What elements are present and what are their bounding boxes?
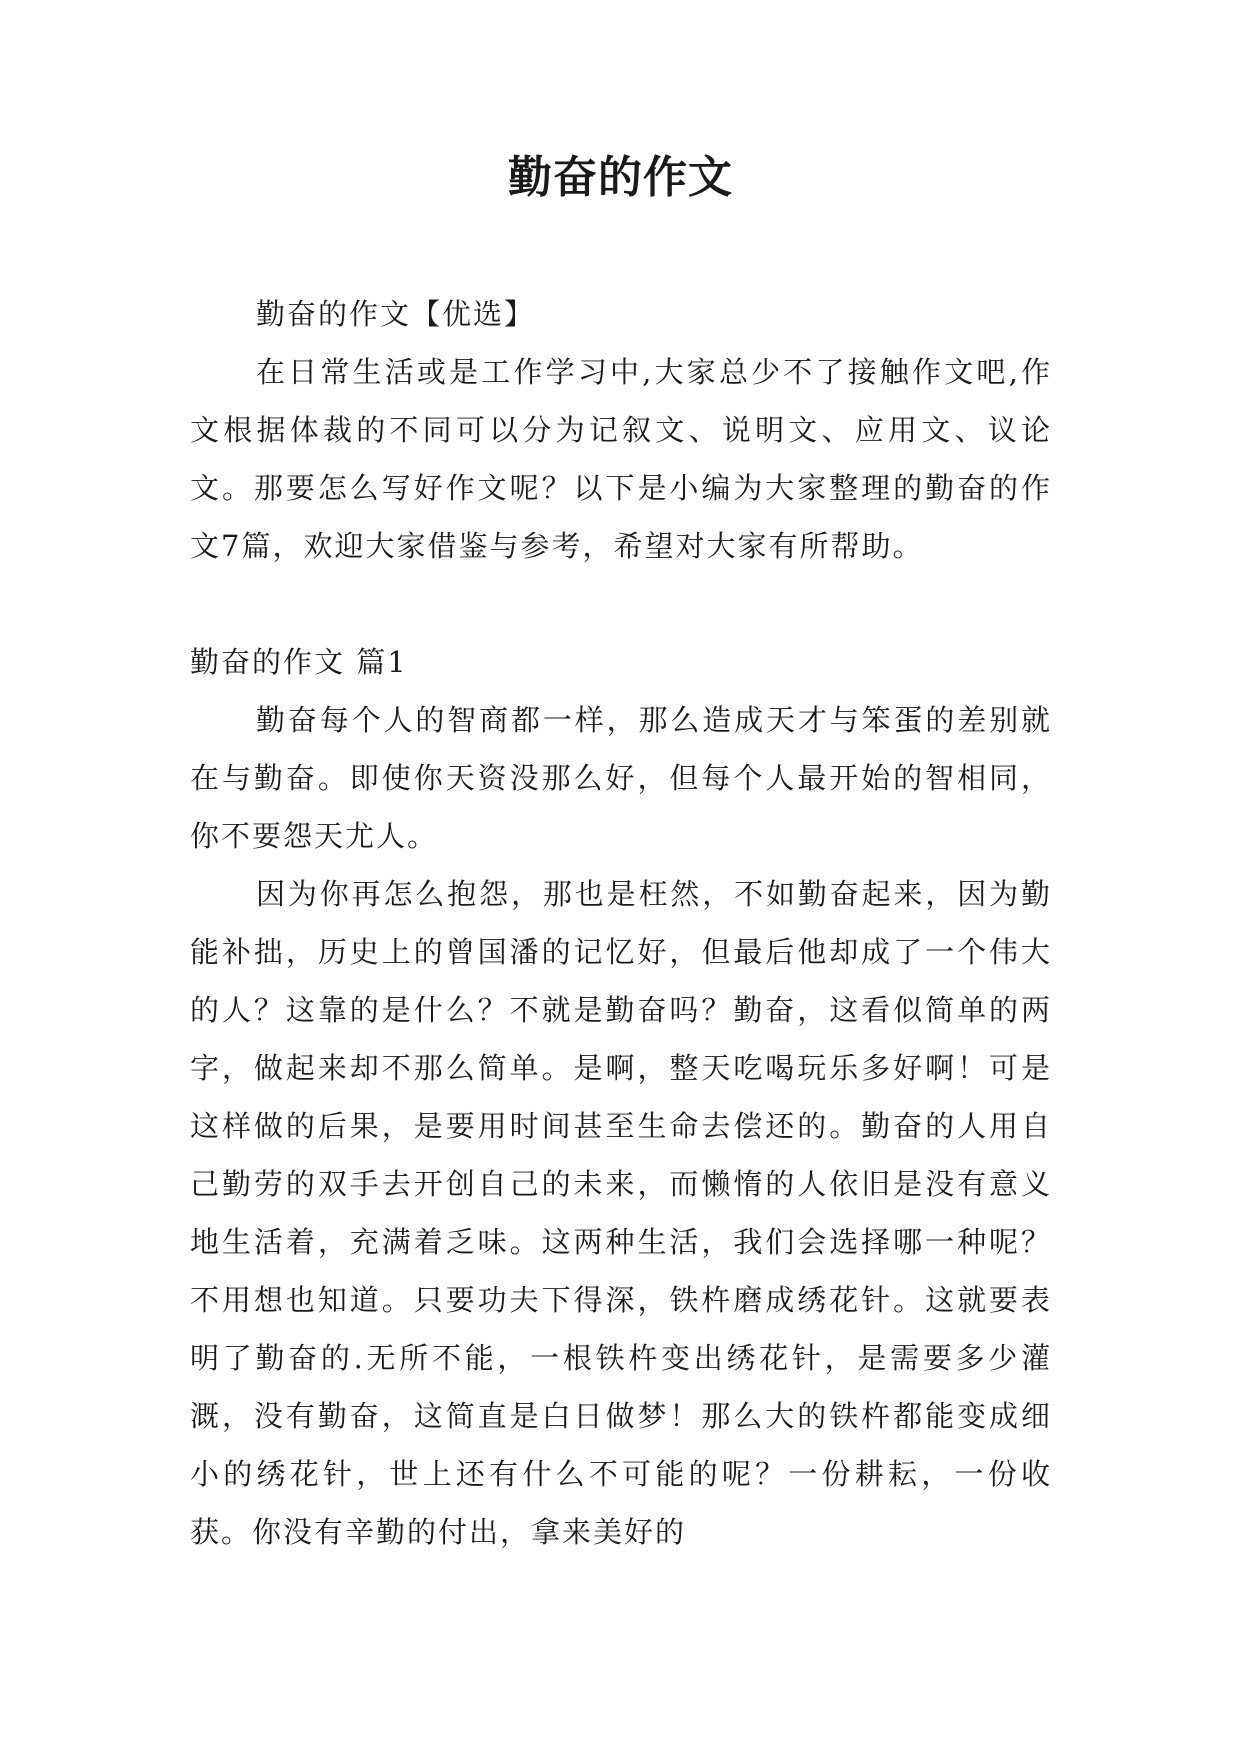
document-body [190, 285, 1052, 1561]
section-heading: 勤奋的作文 篇1 [190, 645, 408, 679]
document-title: 勤奋的作文 [508, 152, 733, 203]
document-subtitle: 勤奋的作文【优选】 [256, 297, 536, 331]
section-paragraph: 勤奋每个人的智商都一样，那么造成天才与笨蛋的差别就在与勤奋。即使你天资没那么好，但每个人最开始的智相同，你不要怨天尤人。 [190, 703, 1052, 853]
intro-paragraph: 在日常生活或是工作学习中,大家总少不了接触作文吧,作文根据体裁的不同可以分为记叙文、说明文、应用文、议论文。那要怎么写好作文呢？以下是小编为大家整理的勤奋的作文7篇，欢迎大家借鉴与参考，希望对大家有所帮助。 [190, 355, 1052, 563]
section-paragraph: 因为你再怎么抱怨，那也是枉然，不如勤奋起来，因为勤能补拙，历史上的曾国潘的记忆好，但最后他却成了一个伟大的人？这靠的是什么？不就是勤奋吗？勤奋，这看似简单的两字，做起来却不那么简单。是啊，整天吃喝玩乐多好啊！可是这样做的后果，是要用时间甚至生命去偿还的。勤奋的人用自己勤劳的双手去开创自己的未来，而懒惰的人依旧是没有意义地生活着，充满着乏味。这两种生活，我们会选择哪一种呢？不用想也知道。只要功夫下得深，铁杵磨成绣花针。这就要表明了勤奋的.无所不能，一根铁杵变出绣花针，是需要多少灌溉，没有勤奋，这简直是白日做梦！那么大的铁杵都能变成细小的绣花针，世上还有什么不可能的呢？一份耕耘，一份收获。你没有辛勤的付出，拿来美好的 [190, 877, 1052, 1549]
